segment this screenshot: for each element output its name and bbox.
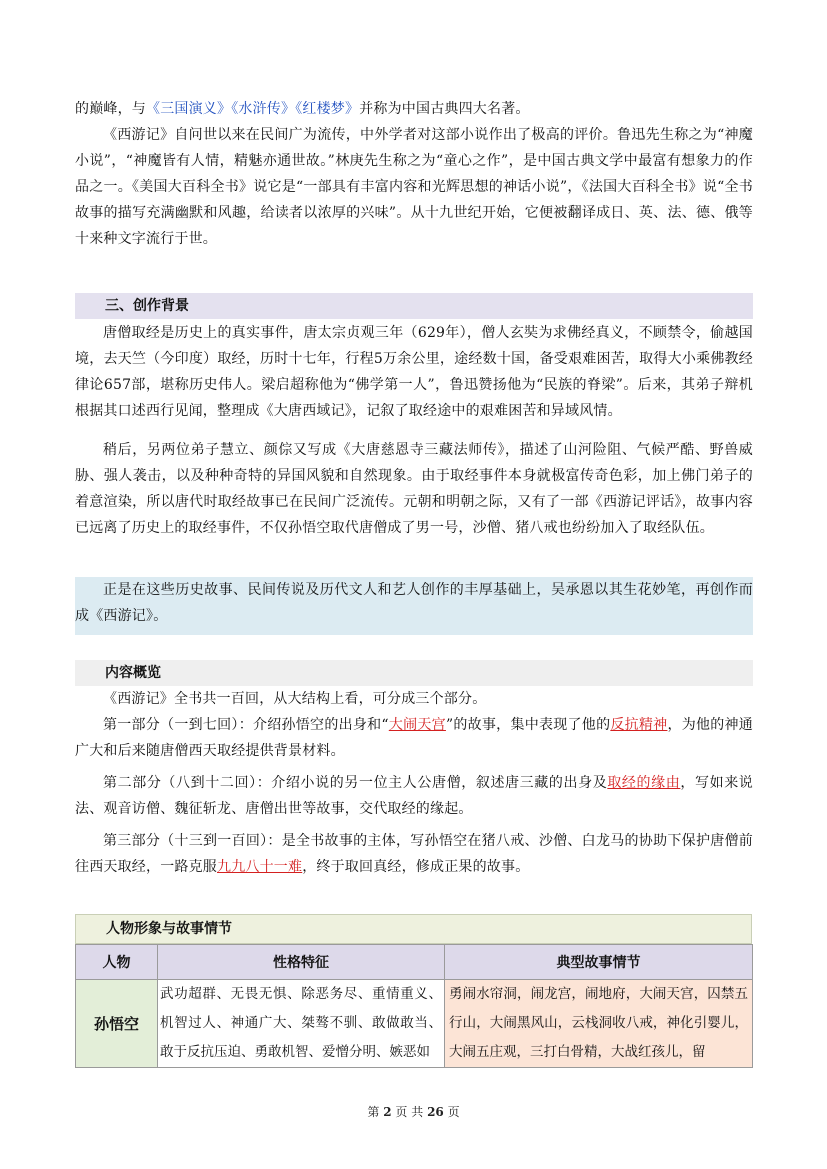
- paragraph-part-one: [75, 712, 753, 764]
- text: ”的故事，集中表现了他的: [445, 717, 611, 733]
- paragraph-part-two: [75, 770, 753, 822]
- footer-text: 页 共: [395, 1105, 424, 1119]
- book-title-link: 《三国演义》: [146, 101, 232, 117]
- header-traits: 性格特征: [158, 945, 445, 980]
- plots-cell: [445, 980, 753, 1068]
- paragraph-evaluation: 《西游记》自问世以来在民间广为流传，中外学者对这部小说作出了极高的评价。鲁迅先生称之为“神魔小说”，“神魔皆有人情，精魅亦通世故。”林庚先生称之为“童心之作”，是中国古典文学中最富有想象力的作品之一。《美国大百科全书》说它是“一部具有丰富内容和光辉思想的神话小说”，《法国大百科全书》说“全书故事的描写充满幽默和风趣，给读者以浓厚的兴味”。从十九世纪开始，它便被翻译成日、英、法、德、俄等十来种文字流行于世。: [75, 127, 753, 247]
- table-header-row: [76, 945, 753, 980]
- table-caption: 人物形象与故事情节: [75, 914, 752, 944]
- text: 并称为中国古典四大名著。: [359, 101, 530, 117]
- plots-text: 勇闹水帘洞，闹龙宫，闹地府，大闹天宫，囚禁五行山，大闹黑风山，云栈洞收八戒，神化引婴儿，大闹五庄观，三打白骨精，大战红孩儿，留: [447, 980, 750, 1067]
- paragraph-structure: 《西游记》全书共一百回，从大结构上看，可分成三个部分。: [103, 691, 487, 707]
- book-title-link: 《水浒传》: [231, 101, 296, 117]
- traits-cell: [158, 980, 445, 1068]
- page-footer: [0, 1103, 827, 1120]
- section-heading-content: 内容概览: [75, 660, 753, 686]
- header-plots: 典型故事情节: [445, 945, 753, 980]
- keyword-highlight: 大闹天宫: [388, 717, 446, 733]
- character-name: 孙悟空: [76, 980, 158, 1068]
- section-heading-background: 三、创作背景: [75, 293, 753, 319]
- text: 第二部分（八到十二回）：介绍小说的另一位主人公唐僧，叙述唐三藏的出身及: [103, 775, 608, 791]
- page-number: 2: [383, 1105, 392, 1119]
- paragraph-part-three: [75, 828, 753, 880]
- keyword-highlight: 取经的缘由: [607, 775, 681, 791]
- text: ，为他的神通广大和后来随唐僧西天取经提供背景材料。: [75, 717, 753, 759]
- character-table: [75, 944, 753, 1068]
- keyword-highlight: 反抗精神: [610, 717, 668, 733]
- text: 第一部分（一到七回）：介绍孙悟空的出身和“: [103, 717, 389, 733]
- text: ，写如来说法、观音访僧、魏征斩龙、唐僧出世等故事，交代取经的缘起。: [75, 775, 754, 817]
- text: ，终于取回真经，修成正果的故事。: [302, 859, 530, 875]
- traits-text: 武功超群、无畏无惧、除恶务尽、重情重义、机智过人、神通广大、桀骜不驯、敢做敢当、敢于反抗压迫、勇敢机智、爱憎分明、嫉恶如: [160, 986, 442, 1060]
- header-character: 人物: [76, 945, 158, 980]
- paragraph-history: 唐僧取经是历史上的真实事件，唐太宗贞观三年（629年），僧人玄奘为求佛经真义，不顾禁令，偷越国境，去天竺（今印度）取经，历时十七年，行程5万余公里，途经数十国，备受艰难困苦，取得大小乘佛教经律论657部，堪称历史伟人。梁启超称他为“佛学第一人”，鲁迅赞扬他为“民族的脊梁”。后来，其弟子辩机根据其口述西行见闻，整理成《大唐西域记》，记叙了取经途中的艰难困苦和异域风情。: [75, 325, 753, 419]
- paragraph-four-classics: [75, 96, 753, 122]
- text: 的巅峰，与: [75, 101, 146, 117]
- paragraph-later-works: 稍后，另两位弟子慧立、颜倧又写成《大唐慈恩寺三藏法师传》，描述了山河险阻、气候严酷、野兽威胁、强人袭击，以及种种奇特的异国风貌和自然现象。由于取经事件本身就极富传奇色彩，加上佛门弟子的着意渲染，所以唐代时取经故事已在民间广泛流传。元朝和明朝之际，又有了一部《西游记评话》，故事内容已远离了历史上的取经事件，不仅孙悟空取代唐僧成了男一号，沙僧、猪八戒也纷纷加入了取经队伍。: [75, 442, 753, 536]
- paragraph-conclusion: 正是在这些历史故事、民间传说及历代文人和艺人创作的丰厚基础上，吴承恩以其生花妙笔，再创作而成《西游记》。: [75, 582, 753, 624]
- book-title-link: 《红楼梦》: [295, 101, 360, 117]
- footer-text: 页: [447, 1105, 460, 1119]
- table-row: [76, 980, 753, 1068]
- keyword-highlight: 九九八十一难: [217, 859, 303, 875]
- total-pages: 26: [427, 1105, 444, 1119]
- footer-text: 第: [367, 1105, 380, 1119]
- text: 第三部分（十三到一百回）：是全书故事的主体，写孙悟空在猪八戒、沙僧、白龙马的协助下保护唐僧前往西天取经，一路克服: [75, 833, 753, 875]
